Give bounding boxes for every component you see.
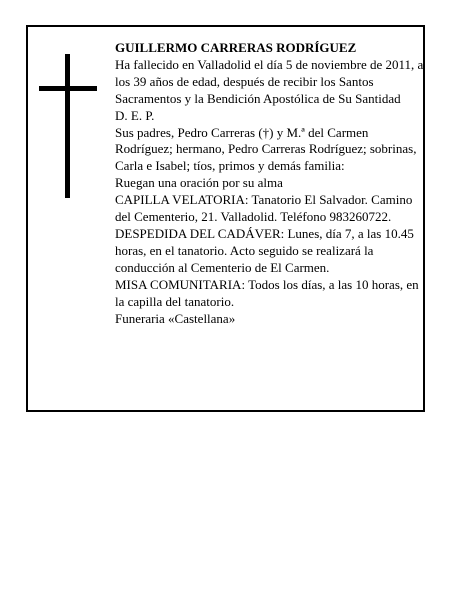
cross-horizontal-bar — [39, 86, 97, 91]
cross-vertical-bar — [65, 54, 70, 198]
prayer-request: Ruegan una oración por su alma — [115, 175, 283, 191]
obituary-notice — [26, 25, 425, 412]
family-list: Sus padres, Pedro Carreras (†) y M.ª del Carmen Rodríguez; hermano, Pedro Carreras Rodríguez; sobrinas, Carla e Isabel; tíos, primos y demás familia: — [115, 124, 417, 174]
death-announcement: Ha fallecido en Valladolid el día 5 de noviembre de 2011, a los 39 años de edad, después de recibir los Santos Sacramentos y la Bendición Apostólica de Su Santidad — [115, 56, 424, 106]
deceased-name: GUILLERMO CARRERAS RODRÍGUEZ — [115, 40, 357, 55]
cross-icon — [39, 54, 97, 198]
rest-in-peace: D. E. P. — [115, 107, 155, 123]
farewell-info: DESPEDIDA DEL CADÁVER: Lunes, día 7, a las 10.45 horas, en el tanatorio. Acto seguido se realizará la conducción al Cementerio de El Carmen. — [115, 225, 414, 275]
mass-info: MISA COMUNITARIA: Todos los días, a las 10 horas, en la capilla del tanatorio. — [115, 276, 419, 309]
funeral-home: Funeraria «Castellana» — [115, 310, 236, 326]
notice-body — [115, 40, 425, 327]
chapel-info: CAPILLA VELATORIA: Tanatorio El Salvador. Camino del Cementerio, 21. Valladolid. Teléfono 983260722. — [115, 192, 413, 225]
